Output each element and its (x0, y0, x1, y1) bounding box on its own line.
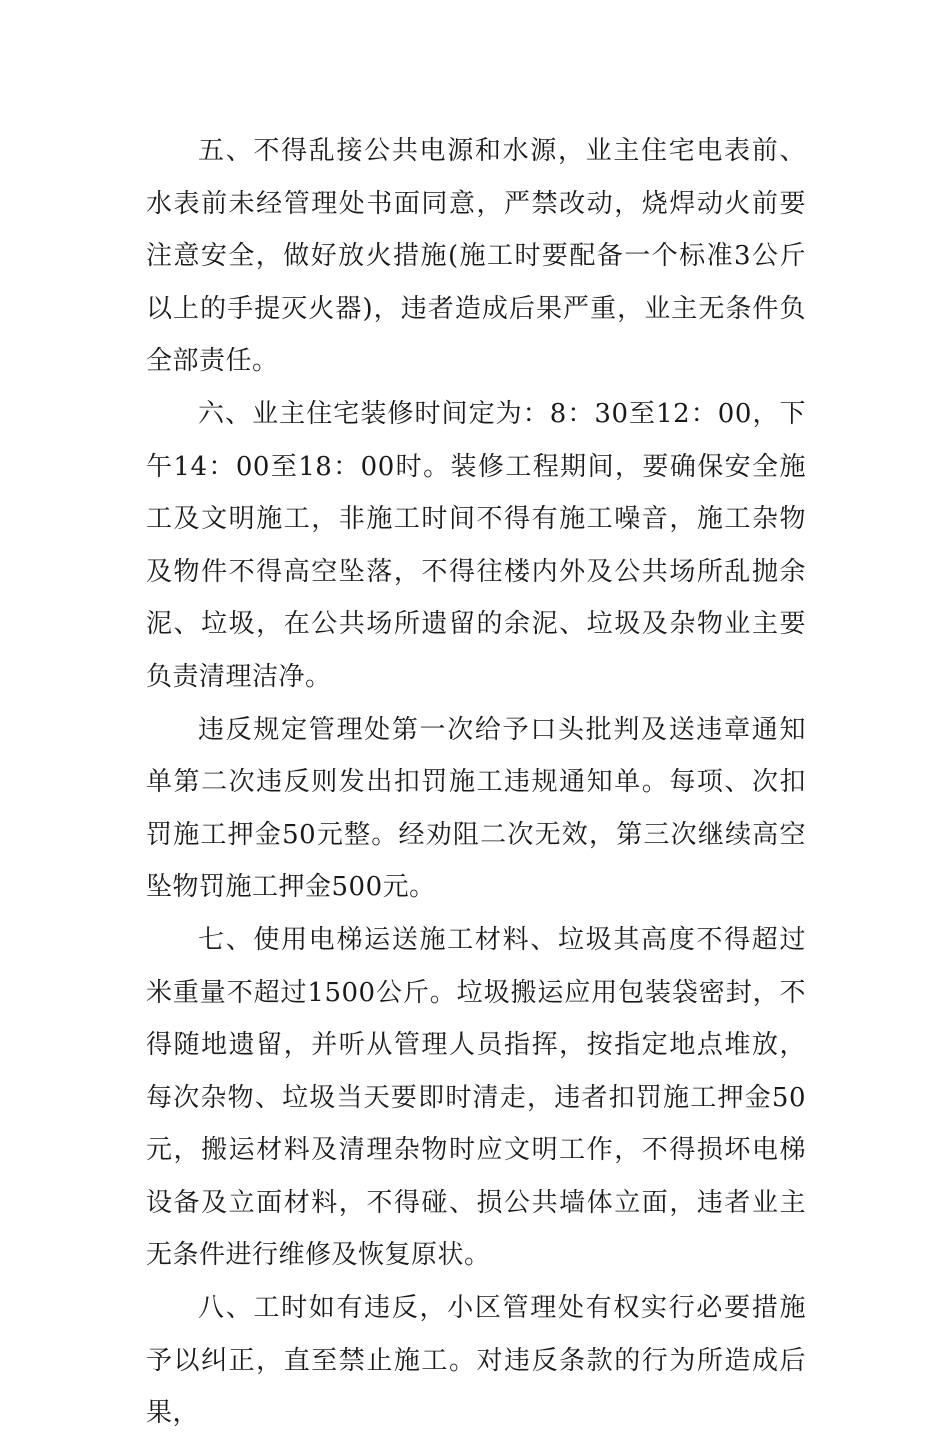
paragraph-rule-8: 八、工时如有违反，小区管理处有权实行必要措施予以纠正，直至禁止施工。对违反条款的行为所造成后果， (146, 1293, 806, 1429)
paragraph-rule-5: 五、不得乱接公共电源和水源，业主住宅电表前、水表前未经管理处书面同意，严禁改动，烧焊动火前要注意安全，做好放火措施(施工时要配备一个标准3公斤以上的手提灭火器)，违者造成后果严重，业主无条件负全部责任。 (146, 136, 806, 377)
paragraph-penalty: 违反规定管理处第一次给予口头批判及送违章通知单第二次违反则发出扣罚施工违规通知单。每项、次扣罚施工押金50元整。经劝阻二次无效，第三次继续高空坠物罚施工押金500元。 (146, 714, 806, 903)
document-page (146, 125, 806, 1440)
paragraph-rule-7: 七、使用电梯运送施工材料、垃圾其高度不得超过米重量不超过1500公斤。垃圾搬运应用包装袋密封，不得随地遗留，并听从管理人员指挥，按指定地点堆放，每次杂物、垃圾当天要即时清走，违者扣罚施工押金50元，搬运材料及清理杂物时应文明工作，不得损坏电梯设备及立面材料，不得碰、损公共墙体立面，违者业主无条件进行维修及恢复原状。 (146, 924, 806, 1271)
paragraph-rule-6: 六、业主住宅装修时间定为：8：30至12：00，下午14：00至18：00时。装修工程期间，要确保安全施工及文明施工，非施工时间不得有施工噪音，施工杂物及物件不得高空坠落，不得往楼内外及公共场所乱抛余泥、垃圾，在公共场所遗留的余泥、垃圾及杂物业主要负责清理洁净。 (146, 398, 806, 692)
